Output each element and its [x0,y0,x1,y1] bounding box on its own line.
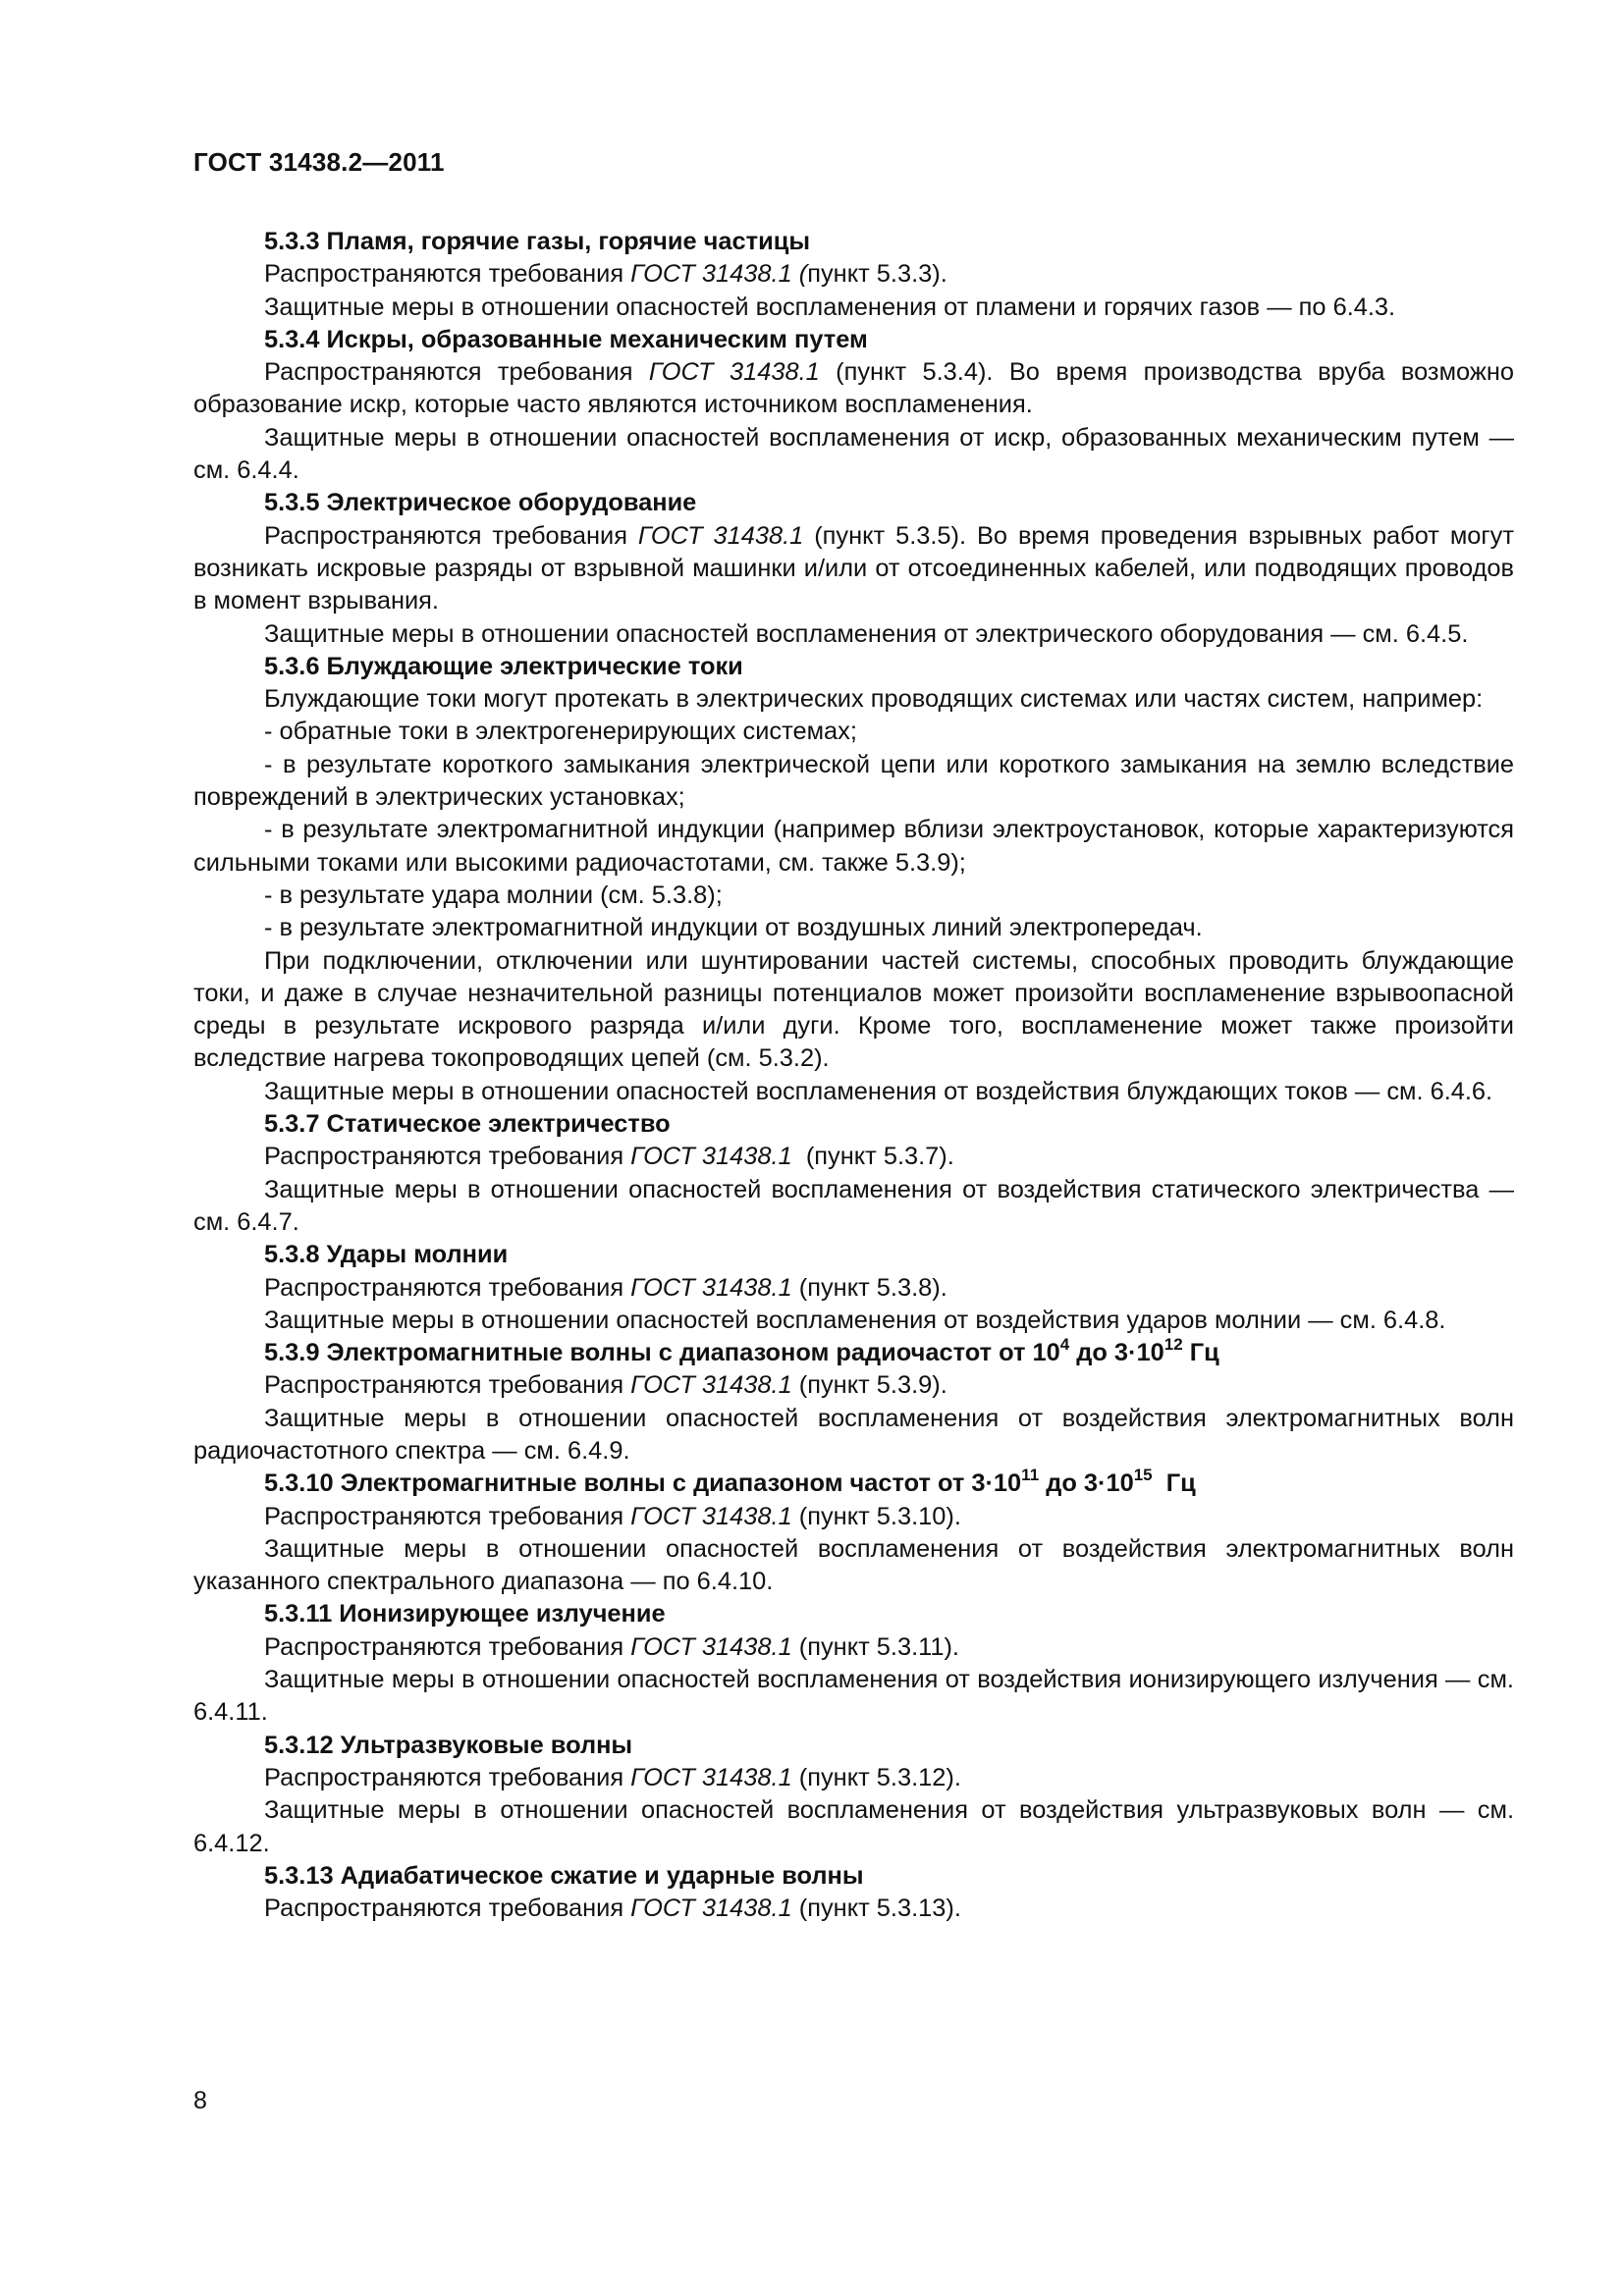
section-heading-5-3-11: 5.3.11 Ионизирующее излучение [264,1600,666,1629]
paragraph-requirement-5-3-7: Распространяются требования ГОСТ 31438.1 (пункт 5.3.7). [264,1143,954,1171]
paragraph-requirement-5-3-5: Распространяются требования ГОСТ 31438.1 (пункт 5.3.5). Во время проведения взрывных работ могут возникать искровые разряды от взрывной машинки и/или от отсоединенных кабелей, или подводящих проводов в момент взрывания. [193,521,1514,615]
section-heading-5-3-7: 5.3.7 Статическое электричество [264,1110,671,1139]
section-heading-5-3-12: 5.3.12 Ультразвуковые волны [264,1731,633,1759]
paragraph-requirement-5-3-12: Распространяются требования ГОСТ 31438.1 (пункт 5.3.12). [264,1763,961,1791]
section-heading-5-3-9: 5.3.9 Электромагнитные волны с диапазоном радиочастот от $10^4$ до $3\cdot 10^{12}$ Гц [264,1334,1219,1367]
paragraph-protection-5-3-7: Защитные меры в отношении опасностей воспламенения от воздействия статического электричества — см. 6.4.7. [193,1175,1514,1236]
paragraph-protection-5-3-9: Защитные меры в отношении опасностей воспламенения от воздействия электромагнитных волн радиочастотного спектра — см. 6.4.9. [193,1404,1514,1465]
paragraph-requirement-5-3-10: Распространяются требования ГОСТ 31438.1 (пункт 5.3.10). [264,1502,961,1530]
paragraph-requirement-5-3-13: Распространяются требования ГОСТ 31438.1 (пункт 5.3.13). [264,1895,961,1923]
section-heading-5-3-6: 5.3.6 Блуждающие электрические токи [264,652,743,680]
document-code-header: ГОСТ 31438.2—2011 [193,147,445,177]
paragraph-protection-5-3-5: Защитные меры в отношении опасностей воспламенения от электрического оборудования — см. 6.4.5. [264,619,1469,648]
page-number: 8 [193,2087,207,2114]
paragraph-requirement-5-3-3: Распространяются требования ГОСТ 31438.1 (пункт 5.3.3). [264,260,947,289]
paragraph-protection-5-3-10: Защитные меры в отношении опасностей воспламенения от воздействия электромагнитных волн указанного спектрального диапазона — по 6.4.10. [193,1534,1514,1596]
section-heading-5-3-3: 5.3.3 Пламя, горячие газы, горячие частицы [264,228,811,255]
paragraph-protection-5-3-8: Защитные меры в отношении опасностей воспламенения от воздействия ударов молнии — см. 6.4.8. [264,1306,1446,1334]
paragraph-requirement-5-3-11: Распространяются требования ГОСТ 31438.1 (пункт 5.3.11). [264,1632,959,1661]
paragraph-requirement-5-3-4: Распространяются требования ГОСТ 31438.1 (пункт 5.3.4). Во время производства вруба возможно образование искр, которые часто являются источником воспламенения. [193,358,1514,419]
paragraph-requirement-5-3-9: Распространяются требования ГОСТ 31438.1 (пункт 5.3.9). [264,1371,947,1400]
paragraph-text-5-3-6: При подключении, отключении или шунтировании частей системы, способных проводить блуждающие токи, и даже в случае незначительной разницы потенциалов может произойти воспламенение взрывоопасной среды в результате искрового разряда и/или дуги. Кроме того, воспламенение может также произойти вследствие нагрева токопроводящих цепей (см. 5.3.2). [193,946,1514,1073]
list-item: - в результате удара молнии (см. 5.3.8); [264,881,723,909]
list-item: - обратные токи в электрогенерирующих системах; [264,718,857,746]
list-item: - в результате электромагнитной индукции (например вблизи электроустановок, которые характеризуются сильными токами или высокими радиочастотами, см. также 5.3.9); [193,816,1514,877]
section-heading-5-3-5: 5.3.5 Электрическое оборудование [264,489,697,517]
paragraph-protection-5-3-6: Защитные меры в отношении опасностей воспламенения от воздействия блуждающих токов — см. 6.4.6. [264,1077,1493,1105]
list-item: - в результате электромагнитной индукции от воздушных линий электропередач. [264,914,1203,942]
paragraph-protection-5-3-4: Защитные меры в отношении опасностей воспламенения от искр, образованных механическим путем — см. 6.4.4. [193,423,1514,485]
paragraph-protection-5-3-3: Защитные меры в отношении опасностей воспламенения от пламени и горячих газов — по 6.4.3. [264,293,1396,321]
document-body [193,226,1514,1925]
paragraph-protection-5-3-11: Защитные меры в отношении опасностей воспламенения от воздействия ионизирующего излучения — см. 6.4.11. [193,1666,1514,1727]
section-heading-5-3-10: 5.3.10 Электромагнитные волны с диапазоном частот от $3\cdot 10^{11}$ до $3\cdot 10^{15}$ Гц [264,1465,1196,1498]
paragraph-intro-5-3-6: Блуждающие токи могут протекать в электрических проводящих системах или частях систем, например: [264,685,1484,714]
section-heading-5-3-8: 5.3.8 Удары молнии [264,1241,509,1269]
paragraph-requirement-5-3-8: Распространяются требования ГОСТ 31438.1 (пункт 5.3.8). [264,1273,947,1302]
list-item: - в результате короткого замыкания электрической цепи или короткого замыкания на землю вследствие повреждений в электрических установках; [193,750,1514,812]
section-heading-5-3-4: 5.3.4 Искры, образованные механическим путем [264,325,868,353]
section-heading-5-3-13: 5.3.13 Адиабатическое сжатие и ударные волны [264,1861,864,1890]
paragraph-protection-5-3-12: Защитные меры в отношении опасностей воспламенения от воздействия ультразвуковых волн — см. 6.4.12. [193,1796,1514,1857]
